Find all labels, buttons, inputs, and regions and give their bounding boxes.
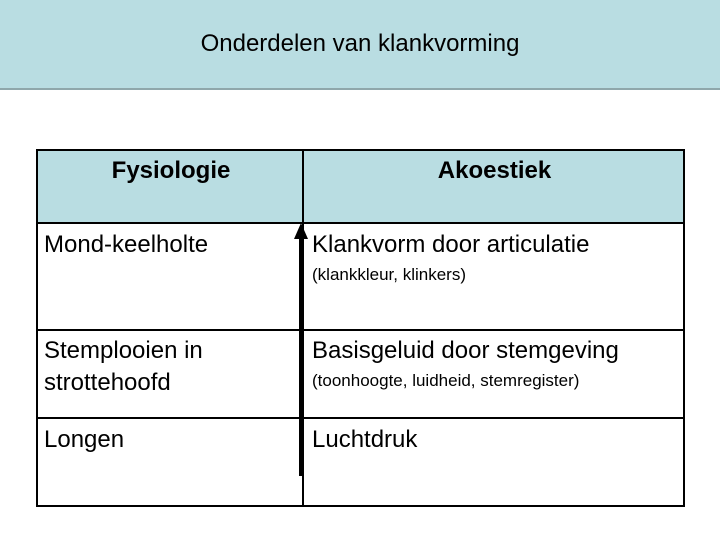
page-title: Onderdelen van klankvorming — [200, 30, 520, 57]
row-divider — [38, 329, 683, 331]
title-bar — [0, 0, 720, 90]
row1-akoestiek-detail: (klankkleur, klinkers) — [312, 265, 466, 284]
row3-akoestiek: Luchtdruk — [312, 426, 418, 453]
arrow-shaft — [299, 236, 304, 476]
header-akoestiek: Akoestiek — [437, 157, 552, 184]
row3-fysiologie: Longen — [44, 426, 125, 453]
row2-fysiologie: Stemplooien in strottehoofd — [44, 337, 203, 396]
row-divider — [38, 417, 683, 419]
row1-fysiologie: Mond-keelholte — [44, 231, 209, 258]
row2-akoestiek: Basisgeluid door stemgeving — [312, 337, 619, 364]
table-header-row — [38, 151, 683, 224]
header-fysiologie: Fysiologie — [111, 157, 231, 184]
row2-akoestiek-detail: (toonhoogte, luidheid, stemregister) — [312, 371, 580, 390]
row1-akoestiek: Klankvorm door articulatie — [312, 231, 590, 258]
comparison-table — [36, 149, 685, 507]
